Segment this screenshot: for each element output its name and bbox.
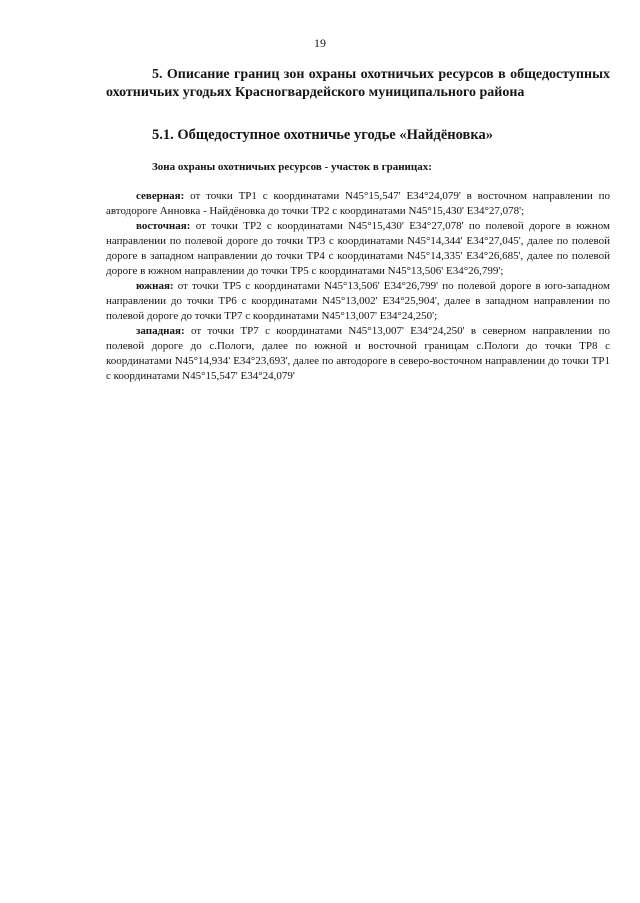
- boundary-east: [106, 219, 610, 279]
- boundary-direction: восточная:: [136, 220, 191, 232]
- boundary-direction: западная:: [136, 325, 185, 337]
- boundary-list: [106, 189, 610, 384]
- boundary-direction: южная:: [136, 280, 174, 292]
- boundary-text: от точки ТР2 с координатами N45°15,430' E34°27,078' по полевой дороге в южном направлении по полевой дороге до точки ТР3 с координатами N45°14,344' E34°27,045', далее по полевой дороге в западном направлении до точки ТР4 с координатами N45°14,335' E34°26,685', далее по полевой дороге в южном направлении до точки ТР5 с координатами N45°13,506' E34°26,799';: [106, 220, 610, 277]
- subsection-heading: 5.1. Общедоступное охотничье угодье «Найдёновка»: [152, 127, 493, 143]
- section-heading: 5. Описание границ зон охраны охотничьих ресурсов в общедоступных охотничьих угодьях Красногвардейского муниципального района: [106, 67, 610, 100]
- zone-title: Зона охраны охотничьих ресурсов - участок в границах:: [152, 161, 432, 173]
- page-number: 19: [314, 36, 326, 50]
- boundary-direction: северная:: [136, 190, 185, 202]
- boundary-north: [106, 189, 610, 219]
- boundary-text: от точки ТР7 с координатами N45°13,007' E34°24,250' в северном направлении по полевой дороге до с.Пологи, далее по южной и восточной границам с.Пологи до точки ТР8 с координатами N45°14,934' E34°23,693', далее по автодороге в северо-восточном направлении до точки ТР1 с координатами N45°15,547' E34°24,079': [106, 325, 610, 382]
- boundary-text: от точки ТР1 с координатами N45°15,547' E34°24,079' в восточном направлении по автодороге Анновка - Найдёновка до точки ТР2 с координатами N45°15,430' E34°27,078';: [106, 190, 610, 217]
- boundary-text: от точки ТР5 с координатами N45°13,506' E34°26,799' по полевой дороге в юго-западном направлении до точки ТР6 с координатами N45°13,002' E34°25,904', далее в западном направлении по полевой дороге до точки ТР7 с координатами N45°13,007' E34°24,250';: [106, 280, 610, 322]
- boundary-south: [106, 279, 610, 324]
- boundary-west: [106, 324, 610, 384]
